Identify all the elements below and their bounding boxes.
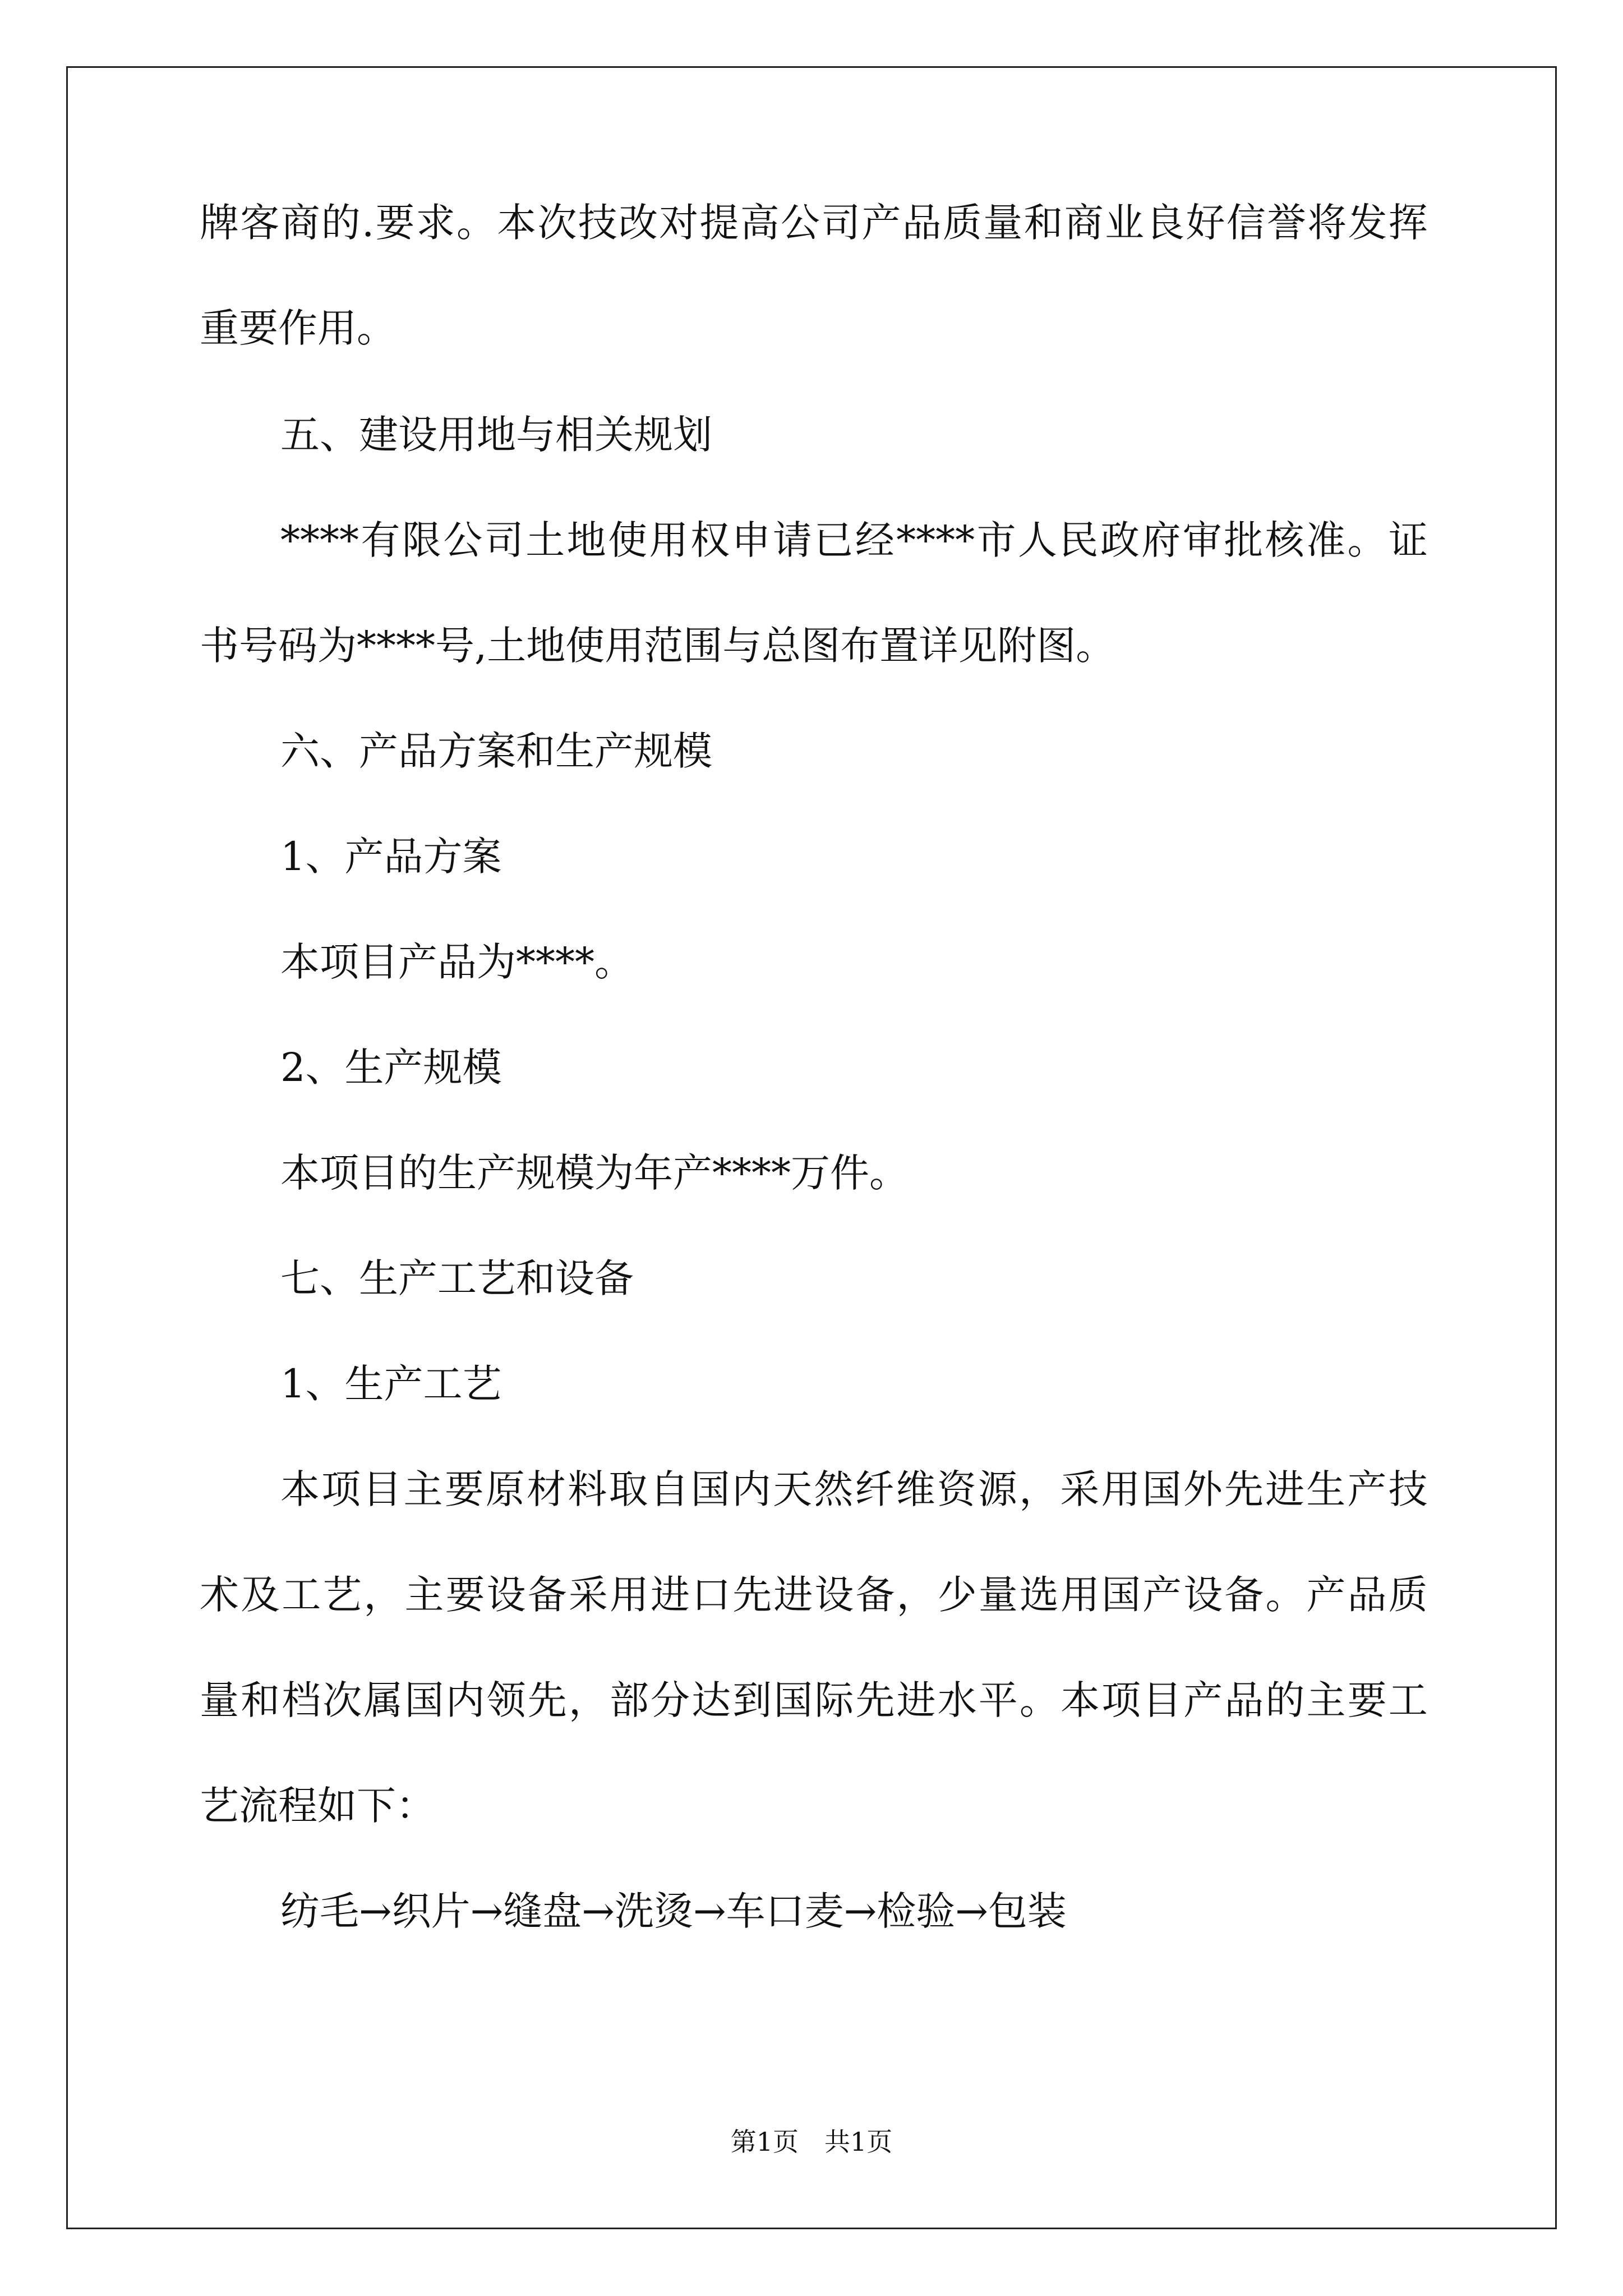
section-heading: 六、产品方案和生产规模 (280, 728, 712, 774)
page-footer: 第1页 共1页 (730, 2127, 893, 2157)
section-heading: 七、生产工艺和设备 (280, 1255, 634, 1301)
body-line: 量 和 档 次 属 国 内 领 先 ， 部 分 达 到 国 际 先 进 水 平 。 本 项 目 产 品 的 主 要 工 (200, 1677, 1428, 1723)
section-heading: 五、建设用地与相关规划 (280, 412, 712, 458)
body-line: 术 及 工 艺 ， 主 要 设 备 采 用 进 口 先 进 设 备 ， 少 量 选 用 国 产 设 备 。 产 品 质 (200, 1572, 1428, 1618)
subsection-heading: 1、产品方案 (280, 834, 502, 880)
body-line: 本 项 目 主 要 原 材 料 取 自 国 内 天 然 纤 维 资 源 ， 采 用 国 外 先 进 生 产 技 (280, 1466, 1428, 1512)
body-line: **** 有 限 公 司 土 地 使 用 权 申 请 已 经 **** 市 人 民 政 府 审 批 核 准 。 证 (280, 517, 1428, 563)
body-line: 牌 客 商 的 . 要 求 。 本 次 技 改 对 提 高 公 司 产 品 质 量 和 商 业 良 好 信 誉 将 发 挥 (200, 200, 1428, 246)
subsection-heading: 2、生产规模 (280, 1045, 502, 1091)
subsection-heading: 1、生产工艺 (280, 1361, 502, 1407)
body-line: 书号码为****号,土地使用范围与总图布置详见附图。 (200, 623, 1115, 669)
process-flow: 纺毛→织片→缝盘→洗烫→车口麦→检验→包装 (280, 1888, 1067, 1934)
body-line: 艺流程如下： (200, 1783, 435, 1829)
body-line: 本项目产品为****。 (280, 939, 634, 985)
body-line: 本项目的生产规模为年产****万件。 (280, 1150, 909, 1196)
body-line: 重要作用。 (200, 305, 396, 351)
